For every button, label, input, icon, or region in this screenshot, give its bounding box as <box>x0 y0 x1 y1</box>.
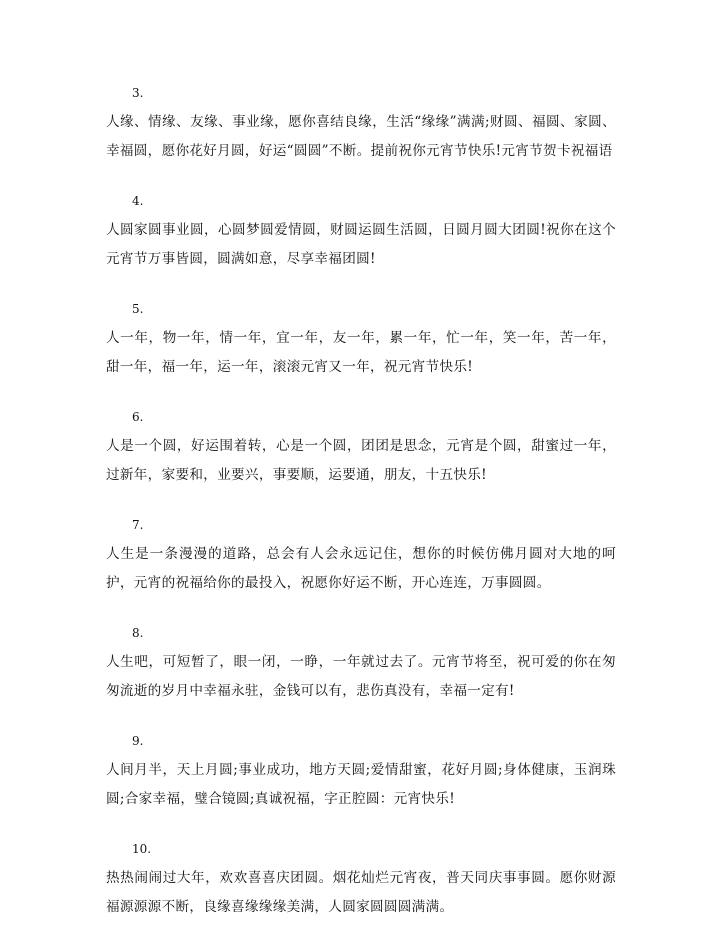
item-text: 人间月半，天上月圆;事业成功，地方天圆;爱情甜蜜，花好月圆;身体健康，玉润珠圆;合家幸福，璧合镜圆;真诚祝福，字正腔圆：元宵快乐! <box>106 762 616 807</box>
list-item <box>106 624 616 706</box>
item-number: 5. <box>132 302 144 316</box>
item-number: 8. <box>132 626 144 640</box>
list-item <box>106 192 616 274</box>
item-number: 10. <box>132 842 152 856</box>
list-item <box>106 300 616 382</box>
list-item <box>106 516 616 598</box>
item-number: 7. <box>132 518 144 532</box>
blessings-list <box>106 84 616 948</box>
list-item <box>106 84 616 166</box>
item-text: 人一年，物一年，情一年，宜一年，友一年，累一年，忙一年，笑一年，苦一年，甜一年，福一年，运一年，滚滚元宵又一年，祝元宵节快乐! <box>106 330 616 375</box>
list-item <box>106 408 616 490</box>
item-number: 6. <box>132 410 144 424</box>
list-item <box>106 840 616 922</box>
item-text: 人生是一条漫漫的道路，总会有人会永远记住，想你的时候仿佛月圆对大地的呵护，元宵的祝福给你的最投入，祝愿你好运不断，开心连连，万事圆圆。 <box>106 546 616 591</box>
item-number: 4. <box>132 194 144 208</box>
item-text: 人圆家圆事业圆，心圆梦圆爱情圆，财圆运圆生活圆，日圆月圆大团圆!祝你在这个元宵节万事皆圆，圆满如意，尽享幸福团圆! <box>106 222 616 267</box>
item-text: 人是一个圆，好运围着转，心是一个圆，团团是思念，元宵是个圆，甜蜜过一年，过新年，家要和，业要兴，事要顺，运要通，朋友，十五快乐! <box>106 438 616 483</box>
item-number: 9. <box>132 734 144 748</box>
item-text: 人生吧，可短暂了，眼一闭，一睁，一年就过去了。元宵节将至，祝可爱的你在匆匆流逝的岁月中幸福永驻，金钱可以有，悲伤真没有，幸福一定有! <box>106 654 616 699</box>
item-text: 人缘、情缘、友缘、事业缘，愿你喜结良缘，生活“缘缘”满满;财圆、福圆、家圆、幸福圆，愿你花好月圆，好运“圆圆”不断。提前祝你元宵节快乐!元宵节贺卡祝福语 <box>106 114 616 159</box>
item-number: 3. <box>132 86 144 100</box>
list-item <box>106 732 616 814</box>
item-text: 热热闹闹过大年，欢欢喜喜庆团圆。烟花灿烂元宵夜，普天同庆事事圆。愿你财源福源源源不断，良缘喜缘缘缘美满，人圆家圆圆圆满满。 <box>106 870 616 915</box>
